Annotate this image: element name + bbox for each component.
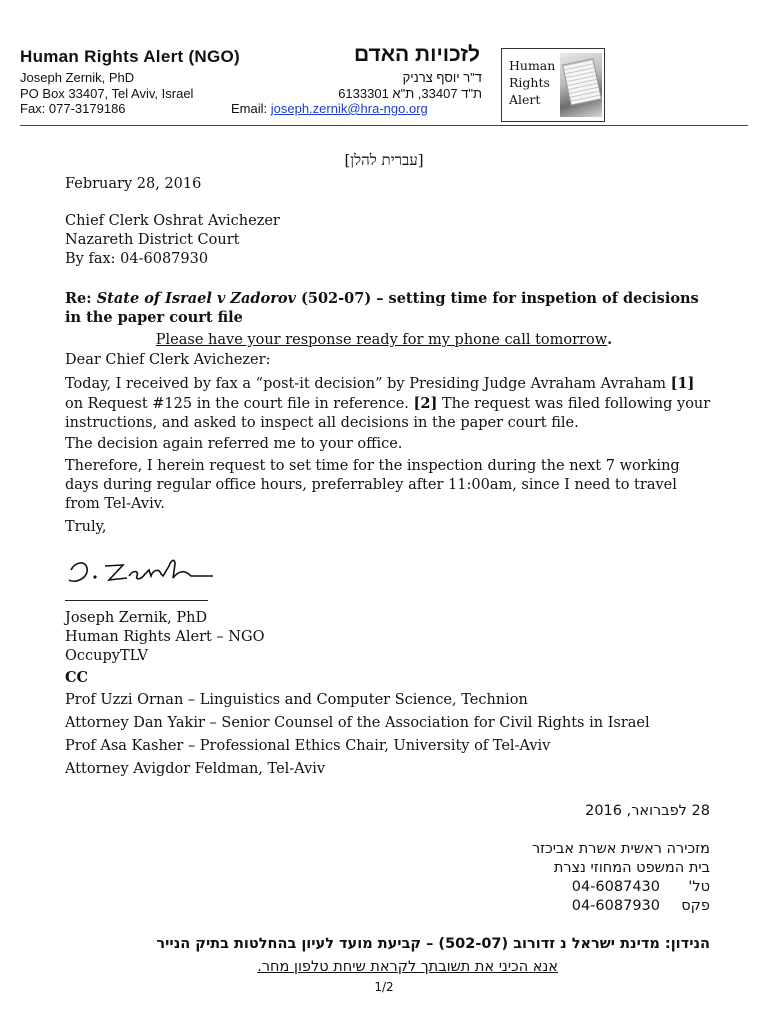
please-period: . <box>607 331 613 348</box>
hebrew-tel-line <box>572 878 710 897</box>
reference-2: [2] <box>413 395 438 412</box>
page-number: 1/2 <box>374 980 394 994</box>
logo-line: Rights <box>509 75 550 90</box>
paragraph-text: on Request #125 in the court file in reference. <box>65 396 414 412</box>
recipient-line: Chief Clerk Oshrat Avichezer <box>65 213 280 229</box>
letterhead-address-hebrew: ת"ד 33407, ת"א 6133301 <box>338 86 482 101</box>
cc-item: Attorney Dan Yakir – Senior Counsel of the Association for Civil Rights in Israel <box>65 715 650 731</box>
hebrew-below-note: [עברית להלן] <box>344 151 424 169</box>
recipient-line: By fax: 04-6087930 <box>65 251 209 267</box>
letterhead-divider <box>20 125 748 126</box>
subject-rest: (502-07) – setting time for inspetion of decisions in the paper court file <box>65 290 699 326</box>
cc-item: Prof Asa Kasher – Professional Ethics Chair, University of Tel-Aviv <box>65 738 551 754</box>
subject-line <box>65 289 705 327</box>
org-name-hebrew: לזכויות האדם <box>353 43 480 66</box>
hebrew-date: 28 לפברואר, 2016 <box>585 803 710 819</box>
letterhead-address: PO Box 33407, Tel Aviv, Israel <box>20 86 194 101</box>
org-logo <box>501 48 605 122</box>
please-text: Please have your response ready for my phone call tomorrow <box>155 332 608 348</box>
signer-org: Human Rights Alert – NGO <box>65 629 265 645</box>
letterhead-email <box>231 101 428 117</box>
hebrew-fax-label: פקס <box>681 898 710 914</box>
paragraph-1 <box>65 374 715 433</box>
hebrew-tel-number: 04-6087430 <box>571 879 660 895</box>
hebrew-fax-number: 04-6087930 <box>571 898 660 914</box>
signer-name: Joseph Zernik, PhD <box>65 610 208 626</box>
greeting: Dear Chief Clerk Avichezer: <box>65 352 271 368</box>
hebrew-recipient-line: בית המשפט המחוזי נצרת <box>553 860 710 876</box>
closing: Truly, <box>65 519 107 535</box>
hebrew-please-note <box>257 958 558 977</box>
letterhead-fax: Fax: 077-3179186 <box>20 101 126 116</box>
signer-affiliation: OccupyTLV <box>65 648 148 664</box>
paragraph-text: The request was filed following your instructions, and asked to inspect all decisions in the paper court file. <box>65 396 711 431</box>
org-name-english: Human Rights Alert (NGO) <box>20 47 241 66</box>
hebrew-subject-line: הנידון: מדינת ישראל נ זדורוב (502-07) – קביעת מועד לעיון בהחלטות בתיק הנייר <box>156 936 710 952</box>
hebrew-recipient-line: מזכירה ראשית אשרת אביכזר <box>531 841 710 857</box>
logo-line: Alert <box>509 92 541 107</box>
recipient-line: Nazareth District Court <box>65 232 240 248</box>
paragraph-text: Today, I received by fax a “post-it decision” by Presiding Judge Avraham Avraham <box>65 376 671 392</box>
hebrew-please-text: אנא הכיני את תשובתך לקראת שיחת טלפון מחר. <box>257 959 558 975</box>
email-link[interactable]: joseph.zernik@hra-ngo.org <box>270 101 428 116</box>
signature-line <box>65 600 208 601</box>
please-note <box>0 330 768 350</box>
paragraph-2: The decision again referred me to your office. <box>65 436 403 452</box>
cc-item: Attorney Avigdor Feldman, Tel-Aviv <box>65 761 326 777</box>
subject-case: State of Israel v Zadorov <box>96 290 296 307</box>
letter-date: February 28, 2016 <box>65 176 202 192</box>
letterhead-name-hebrew: ד"ר יוסף צרניק <box>402 70 482 85</box>
letterhead-name: Joseph Zernik, PhD <box>20 70 135 85</box>
logo-text <box>509 57 555 108</box>
hebrew-fax-line <box>572 897 710 916</box>
cc-label: CC <box>65 669 89 686</box>
logo-line: Human <box>509 58 556 73</box>
signature-image <box>65 540 215 592</box>
cc-item: Prof Uzzi Ornan – Linguistics and Computer Science, Technion <box>65 692 528 708</box>
reference-1: [1] <box>670 375 695 392</box>
paragraph-3: Therefore, I herein request to set time for the inspection during the next 7 working days during regular office hours, preferrabley after 11:00am, since I need to travel from Tel-Aviv. <box>65 458 680 512</box>
subject-prefix: Re: <box>65 290 97 307</box>
email-label: Email: <box>231 101 268 116</box>
hebrew-tel-label: טל' <box>688 879 710 895</box>
